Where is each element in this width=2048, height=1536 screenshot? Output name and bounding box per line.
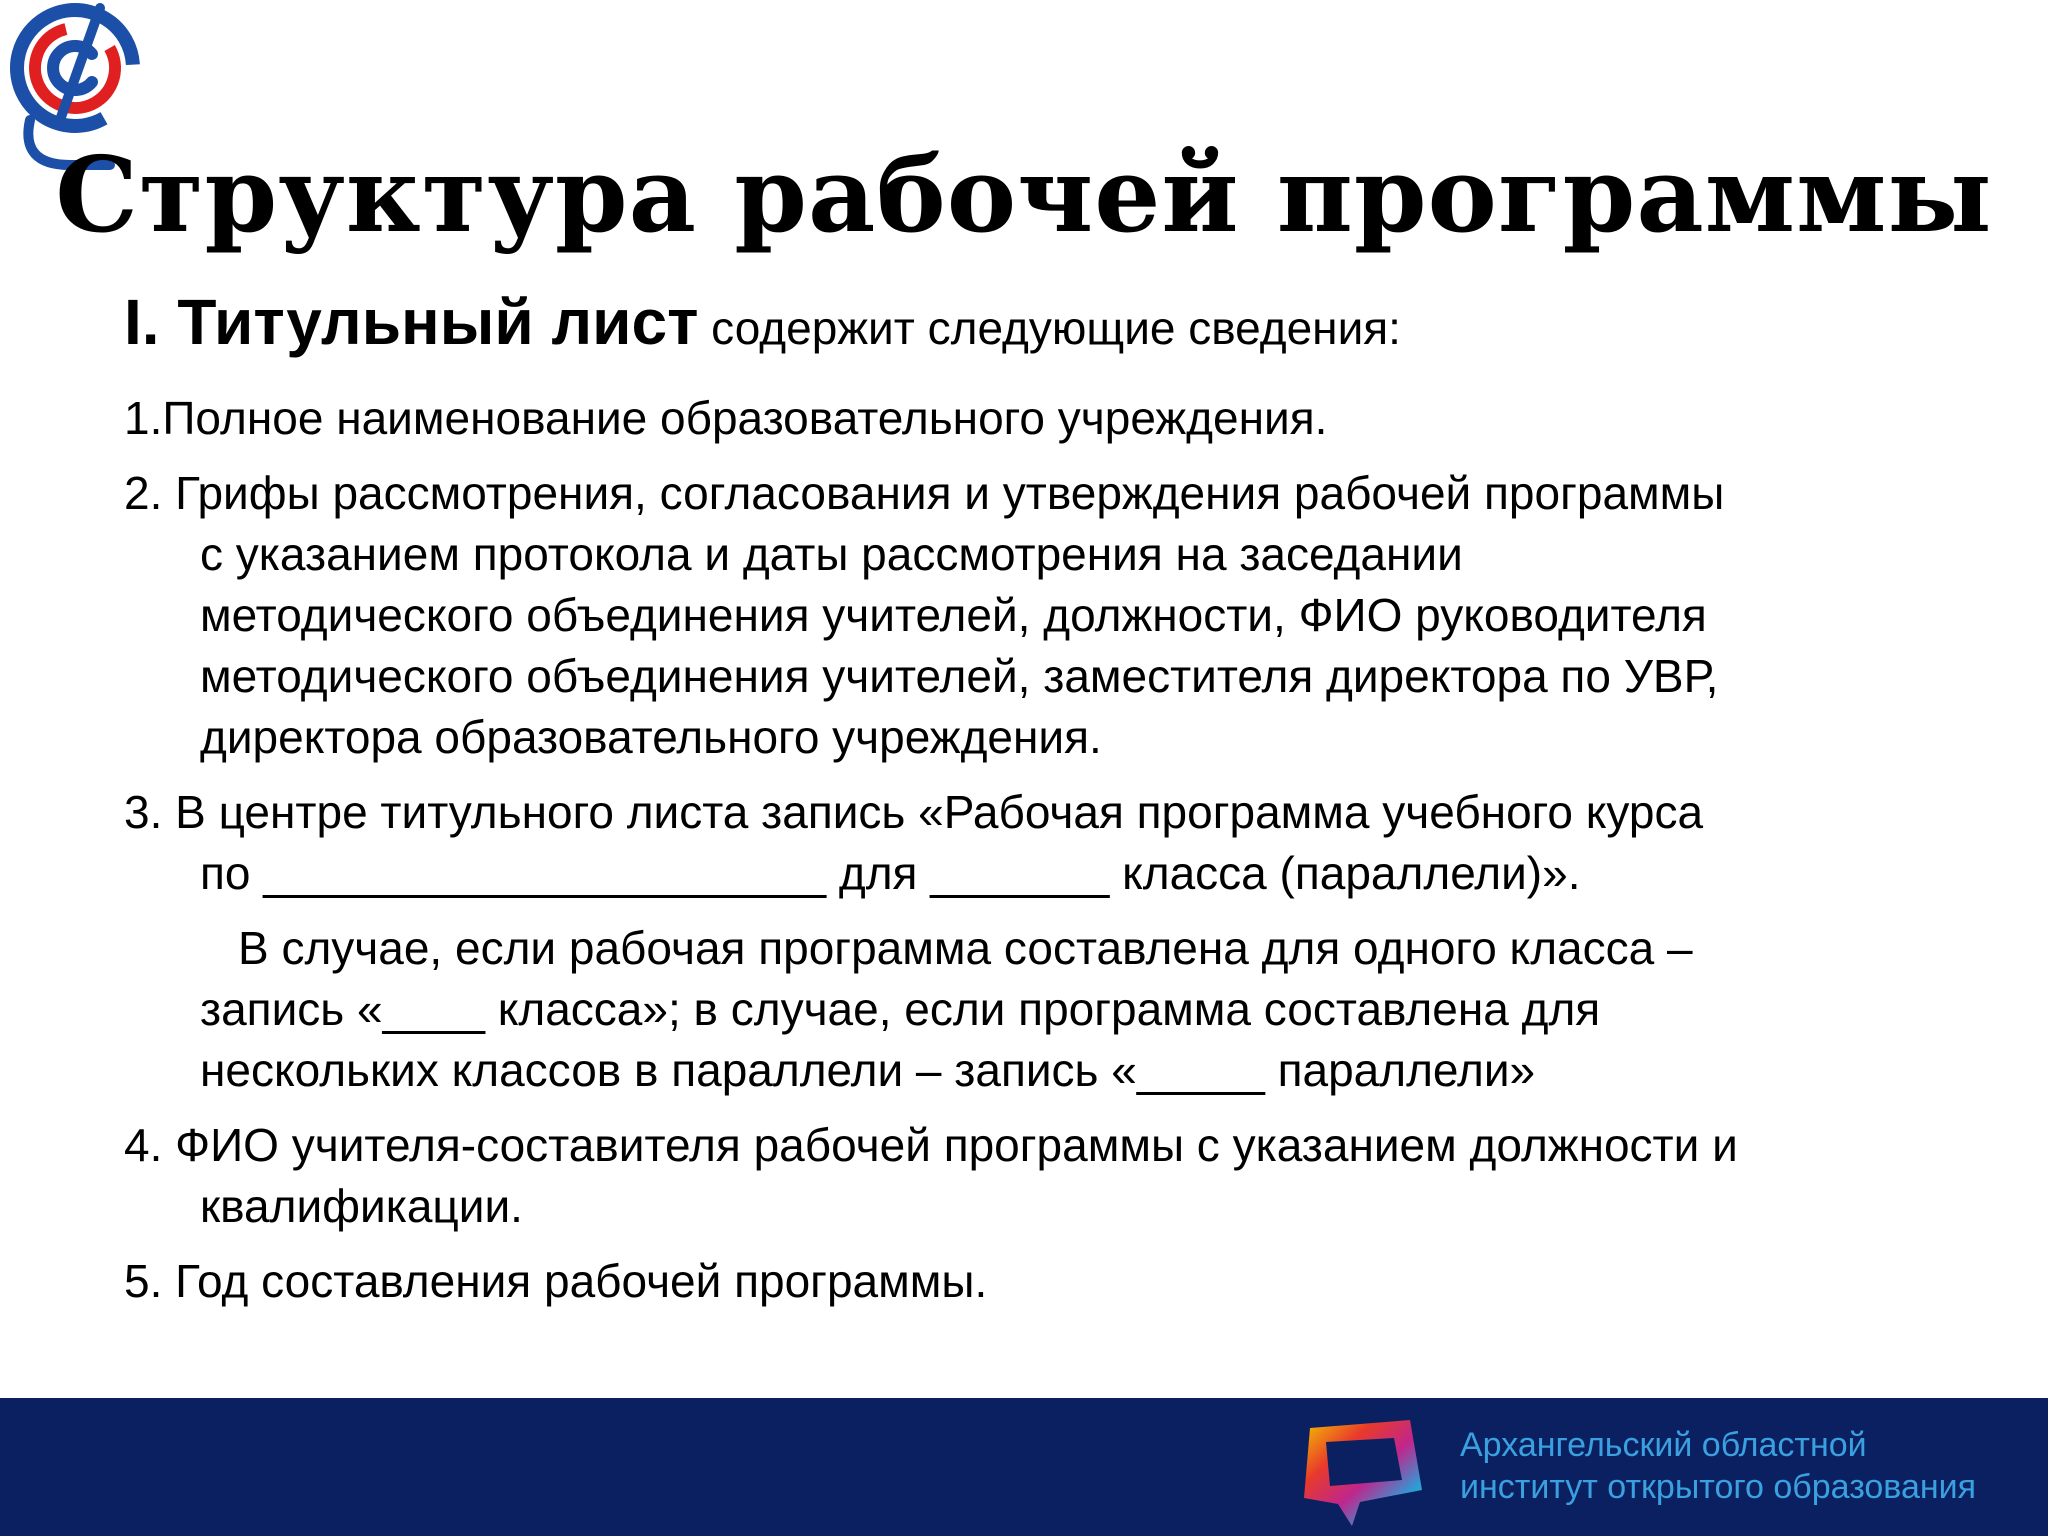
footer-org-name <box>1460 1424 1976 1508</box>
list-item-2: 2. Грифы рассмотрения, согласования и утверждения рабочей программы с указанием протокола и даты рассмотрения на заседании методического объединения учителей, должности, ФИО руководителя методического объединения учителей, заместителя директора по УВР, директора образовательного учреждения. <box>124 467 1725 763</box>
slide-title: Структура рабочей программы <box>55 133 1993 256</box>
list-item-5: 5. Год составления рабочей программы. <box>124 1255 988 1307</box>
slide-content <box>124 284 1934 1326</box>
footer-org-line-1: Архангельский областной <box>1460 1426 1867 1464</box>
footer-org-line-2: институт открытого образования <box>1460 1468 1977 1506</box>
section-heading-bold: I. Титульный лист <box>124 286 699 358</box>
speech-bubble-logo-icon <box>1290 1410 1430 1530</box>
list-item-4: 4. ФИО учителя-составителя рабочей программы с указанием должности и квалификации. <box>124 1119 1738 1232</box>
list-item-3: 3. В центре титульного листа запись «Рабочая программа учебного курса по ______________________ для _______ класса (параллели)». <box>124 786 1704 899</box>
list-item-1: 1.Полное наименование образовательного учреждения. <box>124 392 1328 444</box>
section-heading <box>124 284 1934 378</box>
list-item-3-note: В случае, если рабочая программа составлена для одного класса – запись «____ класса»; в случае, если программа составлена для нескольких классов в параллели – запись «_____ параллели» <box>200 922 1693 1096</box>
section-heading-rest: содержит следующие сведения: <box>698 302 1401 354</box>
footer-bar <box>0 1398 2048 1536</box>
